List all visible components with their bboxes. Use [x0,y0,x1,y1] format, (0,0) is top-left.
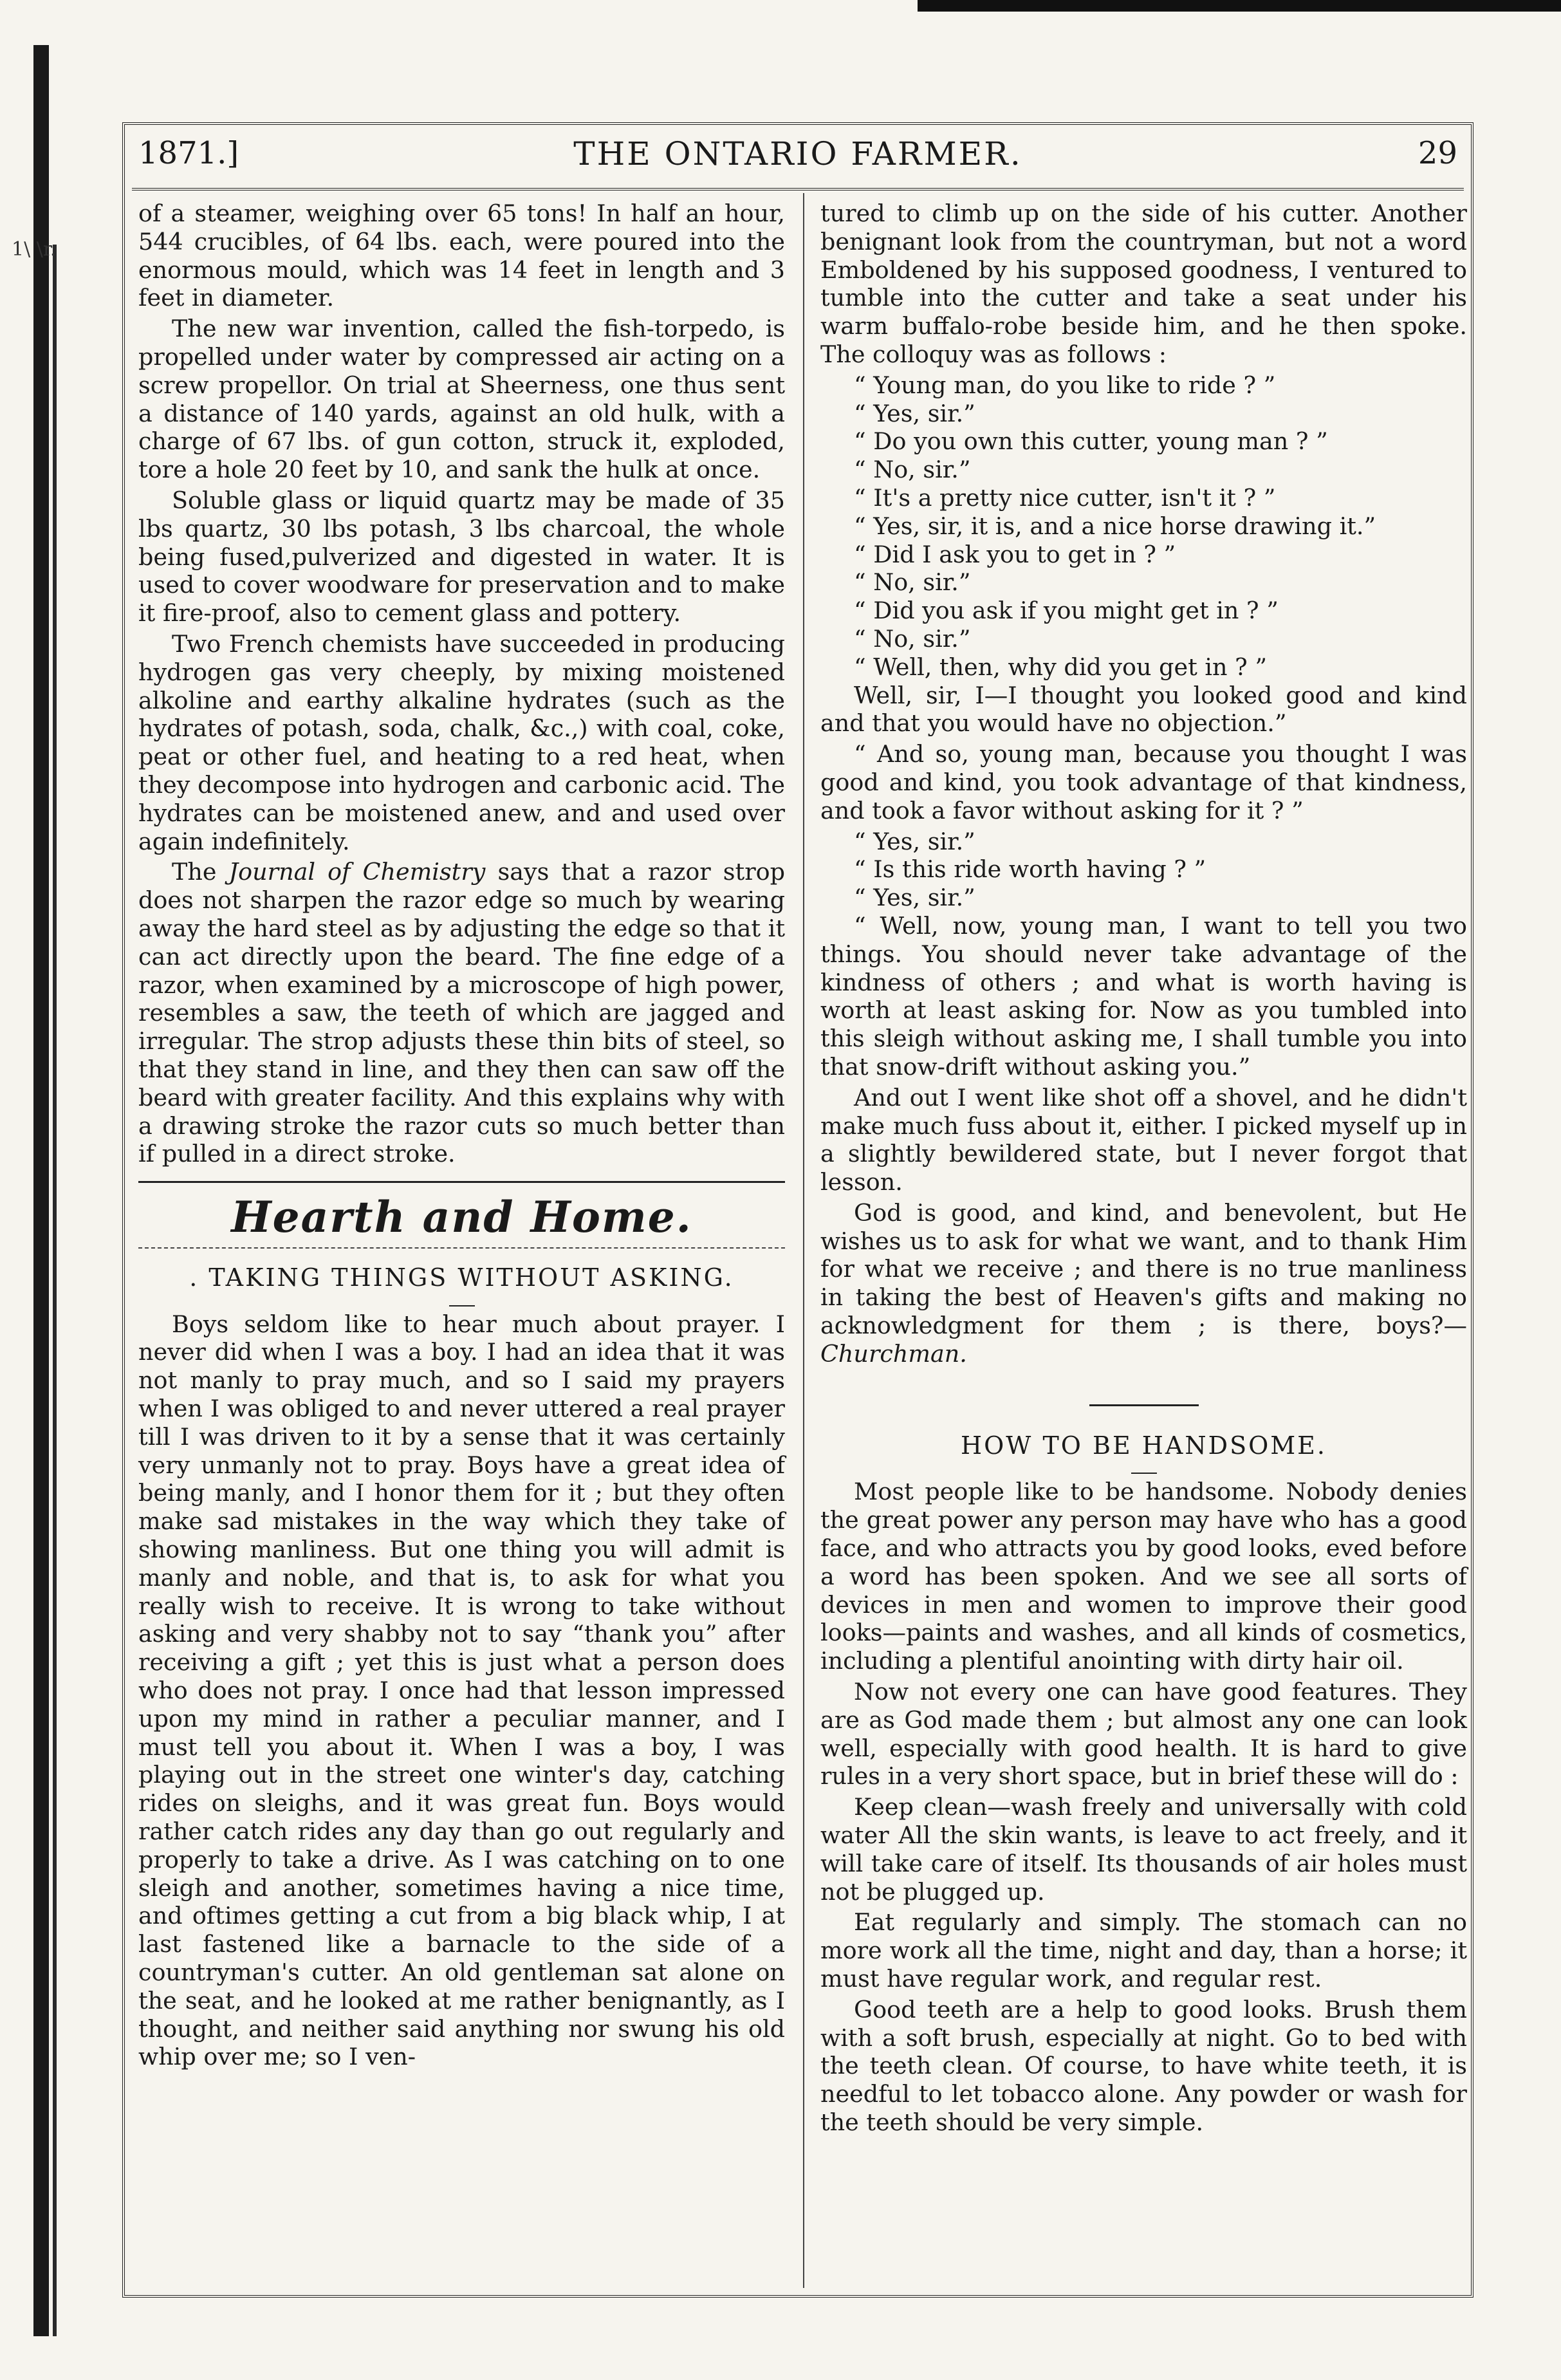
margin-note: 1\ \r. [12,238,57,261]
paragraph: Well, sir, I—I thought you looked good and kind and that you would have no objection.” [820,681,1467,738]
dialogue-line: “ Yes, sir, it is, and a nice horse drawing it.” [854,512,1376,540]
dialogue-line: “ Yes, sir.” [854,399,975,427]
dialogue-line: “ Is this ride worth having ? ” [854,855,1206,884]
binding-edge [33,45,49,2336]
source-attribution: Churchman. [820,1339,967,1368]
dialogue-line: “ No, sir.” [854,624,971,653]
top-edge-rule [918,0,1561,12]
header-rule [132,188,1464,191]
dialogue-line: “ Did you ask if you might get in ? ” [854,597,1279,625]
right-column [820,200,1467,2139]
title-dash [1131,1473,1157,1474]
masthead: THE ONTARIO FARMER. [573,135,1022,172]
dialogue-line: “ Yes, sir.” [854,827,975,855]
column-rule [803,193,804,2288]
dialogue-line: “ No, sir.” [854,456,971,484]
page-number: 29 [1418,135,1457,171]
section-heading: Hearth and Home. [138,1181,785,1249]
paragraph: Soluble glass or liquid quartz may be made of 35 lbs quartz, 30 lbs potash, 3 lbs charcoal, the whole being fused,pulverized and digested in water. It is used to cover woodware for preservation and to make it fire-proof, also to cement glass and pottery. [138,486,785,628]
dialogue-line: “ Yes, sir.” [854,884,975,912]
page-header [138,135,1457,180]
article-title: . TAKING THINGS WITHOUT ASKING. [189,1263,734,1292]
article-title: HOW TO BE HANDSOME. [961,1431,1327,1460]
paragraph: And out I went like shot off a shovel, and he didn't make much fuss about it, either. I picked myself up in a slightly bewildered state, but I never forgot that lesson. [820,1083,1467,1196]
left-column [138,200,785,2074]
paragraph: of a steamer, weighing over 65 tons! In half an hour, 544 crucibles, of 64 lbs. each, were poured into the enormous mould, which was 14 feet in length and 3 feet in diameter. [138,200,785,312]
paragraph: Keep clean—wash freely and universally with cold water All the skin wants, is leave to act freely, and it will take care of itself. Its thousands of air holes must not be plugged up. [820,1793,1467,1906]
paragraph: God is good, and kind, and benevolent, but He wishes us to ask for what we want, and to thank Him for what we receive ; and there is no true manliness in taking the best of Heaven's gifts and making no acknowledgment for them ; is there, boys?—Churchman. [820,1198,1467,1368]
dialogue-line: “ Well, then, why did you get in ? ” [854,653,1267,681]
header-year: 1871.] [138,135,239,171]
paragraph: Two French chemists have succeeded in producing hydrogen gas very cheeply, by mixing moistened alkoline and earthy alkaline hydrates (such as the hydrates of potash, soda, chalk, &c.,) with coal, coke, peat or other fuel, and heating to a red heat, when they decompose into hydrogen and carbonic acid. The hydrates can be moistened anew, and and used over again indefinitely. [138,629,785,855]
dialogue-line: “ Did I ask you to get in ? ” [854,540,1176,568]
dialogue-line: “ No, sir.” [854,568,971,597]
dialogue-line: “ It's a pretty nice cutter, isn't it ? ” [854,483,1276,512]
paragraph: tured to climb up on the side of his cutter. Another benignant look from the countryman, but not a word Emboldened by his supposed goodness, I ventured to tumble into the cutter and take a seat under his warm buffalo-robe beside him, and he then spoke. The colloquy was as follows : [820,200,1467,368]
binding-edge-secondary [53,245,57,2336]
journal-title: Journal of Chemistry [228,858,486,886]
paragraph: The new war invention, called the fish-torpedo, is propelled under water by compressed air acting on a screw propellor. On trial at Sheerness, one thus sent a distance of 140 yards, against an old hulk, with a charge of 67 lbs. of gun cotton, struck it, exploded, tore a hole 20 feet by 10, and sank the hulk at once. [138,315,785,484]
paragraph: Good teeth are a help to good looks. Brush them with a soft brush, especially at night. Go to bed with the teeth clean. Of course, to have white teeth, it is needful to let tobacco alone. Any powder or wash for the teeth should be very simple. [820,1995,1467,2136]
article-divider [1089,1404,1199,1406]
paragraph: The Journal of Chemistry says that a razor strop does not sharpen the razor edge so much by wearing away the hard steel as by adjusting the edge so that it can act directly upon the beard. The fine edge of a razor, when examined by a microscope of high power, resembles a saw, the teeth of which are jagged and irregular. The strop adjusts these thin bits of steel, so that they stand in line, and they then can saw off the beard with greater facility. And this explains why with a drawing stroke the razor cuts so much better than if pulled in a direct stroke. [138,858,785,1168]
paragraph: Most people like to be handsome. Nobody denies the great power any person may have who has a good face, and who attracts you by good looks, eved before a word has been spoken. And we see all sorts of devices in men and women to improve their good looks—paints and washes, and all kinds of cosmetics, including a plentiful anointing with dirty hair oil. [820,1478,1467,1675]
paragraph: Eat regularly and simply. The stomach can no more work all the time, night and day, than a horse; it must have regular work, and regular rest. [820,1908,1467,1993]
paragraph: Now not every one can have good features. They are as God made them ; but almost any one can look well, especially with good health. It is hard to give rules in a very short space, but in brief these will do : [820,1678,1467,1790]
dialogue-line: “ Do you own this cutter, young man ? ” [854,427,1328,456]
paragraph: “ Well, now, young man, I want to tell you two things. You should never take advantage of the kindness of others ; and what is worth having is worth at least asking for. Now as you tumbled into this sleigh without asking me, I shall tumble you into that snow-drift without asking you.” [820,911,1467,1081]
title-dash [449,1305,475,1306]
paragraph: “ And so, young man, because you thought I was good and kind, you took advantage of that kindness, and took a favor without asking for it ? ” [820,740,1467,824]
paragraph: Boys seldom like to hear much about prayer. I never did when I was a boy. I had an idea that it was not manly to pray much, and so I said my prayers when I was obliged to and never uttered a real prayer till I was driven to it by a sense that it was certainly very unmanly not to pray. Boys have a great idea of being manly, and I honor them for it ; but they often make sad mistakes in the way which they take of showing manliness. But one thing you will admit is manly and noble, and that is, to ask for what you really wish to receive. It is wrong to take without asking and very shabby not to say “thank you” after receiving a gift ; yet this is just what a person does who does not pray. I once had that lesson impressed upon my mind in rather a peculiar manner, and I must tell you about it. When I was a boy, I was playing out in the street one winter's day, catching rides on sleighs, and it was great fun. Boys would rather catch rides any day than go out regularly and properly to take a drive. As I was catching on to one sleigh and another, sometimes having a nice time, and oftimes getting a cut from a big black whip, I at last fastened like a barnacle to the side of a countryman's cutter. An old gentleman sat alone on the seat, and he looked at me rather benignantly, as I thought, and neither said anything nor swung his old whip over me; so I ven- [138,1310,785,2071]
dialogue-line: “ Young man, do you like to ride ? ” [854,371,1276,399]
